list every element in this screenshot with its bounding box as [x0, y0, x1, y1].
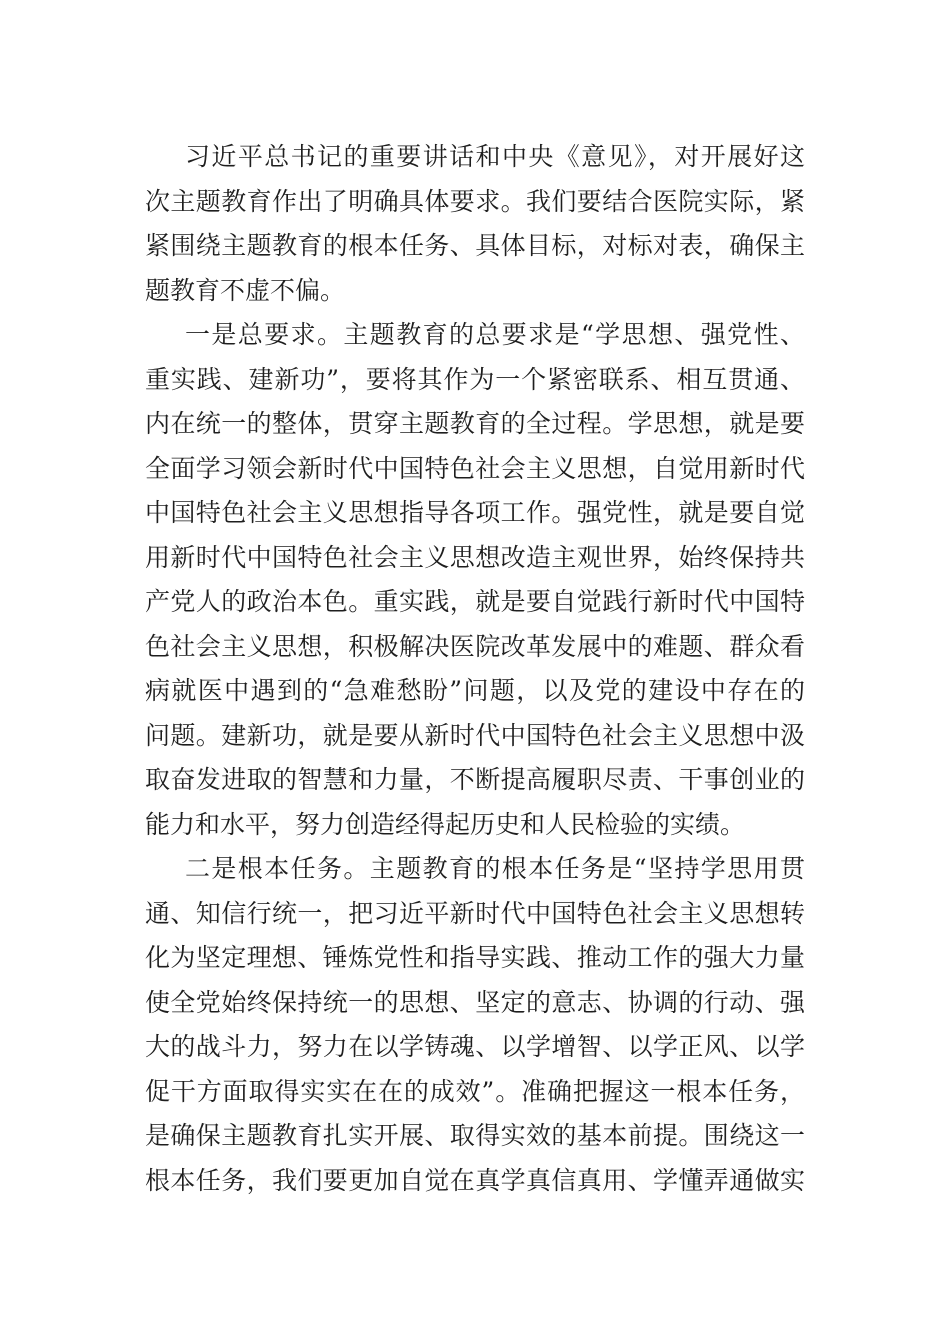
text-line: 二是根本任务。主题教育的根本任务是“坚持学思用贯 — [185, 854, 805, 883]
document-page — [145, 135, 805, 1203]
text-line: 能力和水平，努力创造经得起历史和人民检验的实绩。 — [145, 809, 746, 839]
text-line: 次主题教育作出了明确具体要求。我们要结合医院实际，紧 — [145, 186, 805, 216]
paragraph — [145, 847, 805, 1203]
text-line: 用新时代中国特色社会主义思想改造主观世界，始终保持共 — [145, 542, 805, 572]
text-line: 产党人的政治本色。重实践，就是要自觉践行新时代中国特 — [145, 587, 805, 616]
text-line: 病就医中遇到的“急难愁盼”问题，以及党的建设中存在的 — [145, 676, 805, 705]
text-line: 是确保主题教育扎实开展、取得实效的基本前提。围绕这一 — [145, 1121, 805, 1150]
paragraph — [145, 313, 805, 847]
text-line: 题教育不虚不偏。 — [145, 275, 346, 305]
text-line: 色社会主义思想，积极解决医院改革发展中的难题、群众看 — [145, 631, 805, 661]
text-line: 通、知信行统一，把习近平新时代中国特色社会主义思想转 — [145, 898, 805, 928]
text-line: 习近平总书记的重要讲话和中央《意见》，对开展好这 — [185, 142, 805, 171]
text-line: 问题。建新功，就是要从新时代中国特色社会主义思想中汲 — [145, 720, 805, 750]
text-line: 紧围绕主题教育的根本任务、具体目标，对标对表，确保主 — [145, 231, 805, 260]
text-line: 取奋发进取的智慧和力量，不断提高履职尽责、干事创业的 — [145, 765, 805, 794]
text-line: 重实践、建新功”，要将其作为一个紧密联系、相互贯通、 — [145, 364, 805, 394]
paragraph — [145, 135, 805, 313]
text-line: 使全党始终保持统一的思想、坚定的意志、协调的行动、强 — [145, 987, 805, 1017]
text-line: 促干方面取得实实在在的成效”。准确把握这一根本任务， — [145, 1076, 805, 1106]
text-line: 根本任务，我们要更加自觉在真学真信真用、学懂弄通做实 — [145, 1165, 805, 1195]
text-line: 全面学习领会新时代中国特色社会主义思想，自觉用新时代 — [145, 453, 805, 483]
text-line: 中国特色社会主义思想指导各项工作。强党性，就是要自觉 — [145, 498, 805, 527]
text-line: 化为坚定理想、锤炼党性和指导实践、推动工作的强大力量 — [145, 943, 805, 972]
text-line: 内在统一的整体，贯穿主题教育的全过程。学思想，就是要 — [145, 409, 805, 438]
text-line: 一是总要求。主题教育的总要求是“学思想、强党性、 — [185, 320, 805, 349]
text-line: 大的战斗力，努力在以学铸魂、以学增智、以学正风、以学 — [145, 1032, 805, 1061]
